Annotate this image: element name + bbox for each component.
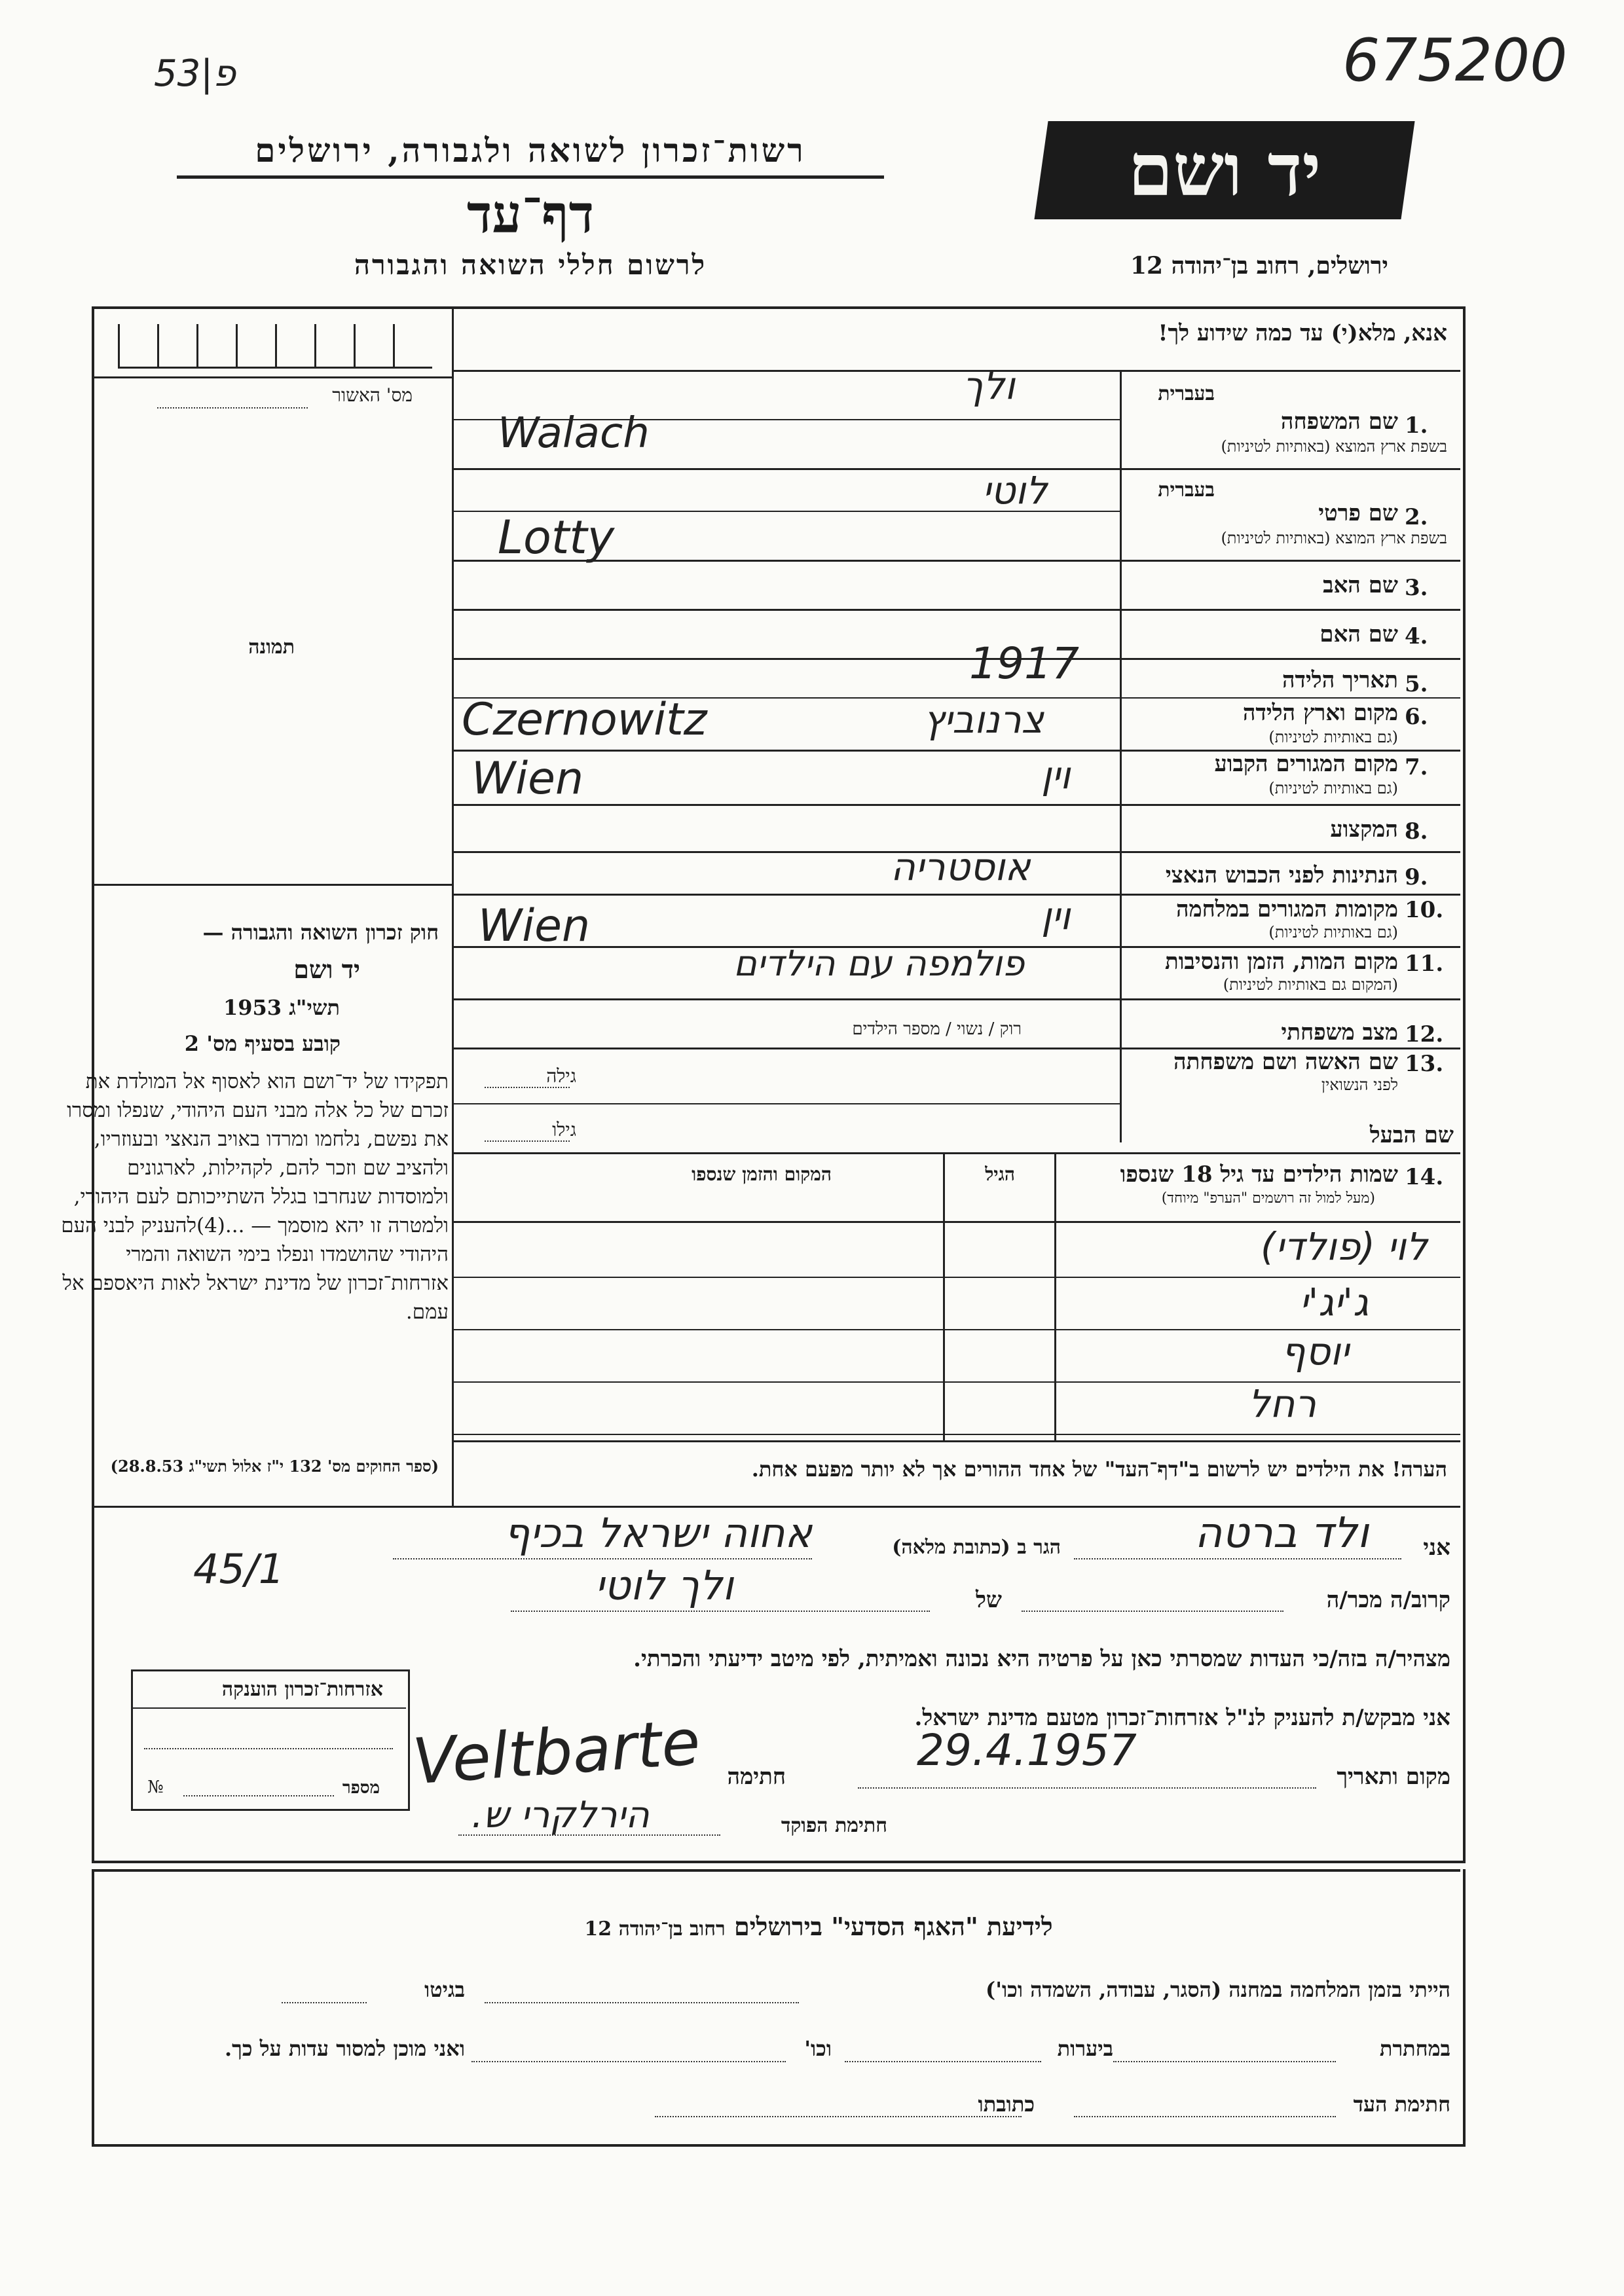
footer-line1b: בגיטו — [424, 1977, 465, 2002]
field10-value-latin: Wien — [478, 900, 591, 952]
note-bottom-line — [92, 1506, 1460, 1508]
law-top-line — [92, 884, 452, 886]
law-year-number: 1953 — [223, 995, 282, 1020]
inspector-label: חתימת הפוקד — [781, 1814, 887, 1837]
field2-value-hebrew: לוטי — [982, 468, 1048, 513]
law-year — [196, 995, 367, 1020]
declaration-text: מצהיר/ה בזה/כי העדות שמסרתי כאן על פרטיה היא נכונה ואמיתית, לפי מיטב ידיעתי והכרתי. — [633, 1646, 1450, 1672]
declarant-address-extra: 45/1 — [193, 1545, 285, 1593]
declarant-name: ולד ברטה — [1194, 1509, 1369, 1558]
declarant-address-line — [393, 1558, 812, 1559]
instruction-text: אנא, מלא(י) עד כמה שידוע לך! — [1158, 320, 1447, 346]
children-col-divider-a — [1054, 1152, 1056, 1440]
declarant-name-line — [1074, 1558, 1401, 1559]
field7-sub: (גם באותיות לטיניות) — [1268, 779, 1398, 797]
note-top-line — [452, 1440, 1460, 1442]
field2-sub: בשפת ארץ המוצא (באותיות לטיניות) — [1221, 529, 1447, 547]
footer-line2c: וכו' — [804, 2036, 832, 2061]
field4-line — [452, 658, 1460, 660]
field2-value-latin: Lotty — [498, 511, 615, 564]
signature-label: חתימה — [727, 1764, 786, 1790]
children-row-line-4 — [452, 1434, 1460, 1435]
relative-of-line — [511, 1611, 930, 1612]
citizenship-line — [131, 1707, 406, 1709]
marital-options: רוק / נשוי / מספר הילדים — [852, 1019, 1022, 1039]
law-name: יד ושם — [293, 955, 360, 984]
field2-line-b — [452, 560, 1460, 562]
logo-text: יד ושם — [1128, 128, 1321, 212]
law-title: חוק זכרון השואה והגבורה — — [202, 920, 439, 945]
form-title: דף־עד — [466, 183, 595, 245]
photo-top-line — [92, 376, 452, 378]
corner-archive-number: 675200 — [1342, 26, 1568, 95]
husband-line — [452, 1152, 1460, 1154]
place-date-label: מקום ותאריך — [1337, 1764, 1450, 1790]
declarant-address: אחוה ישראל בכיף — [504, 1509, 812, 1557]
approval-line — [157, 407, 308, 409]
footer-line2d: ואני מוכן למסור עדות על כך. — [224, 2036, 465, 2061]
photo-label: תמונה — [248, 636, 295, 659]
field7-label: מקום המגורים הקבוע — [1214, 751, 1398, 777]
field2-sub-top: בעברית — [1158, 479, 1215, 501]
field3-label: שם האב — [1323, 572, 1398, 598]
age-label-wife: גילה — [546, 1065, 576, 1087]
field4-label: שם האם — [1320, 621, 1398, 647]
label-column-divider — [1120, 370, 1122, 1142]
org-underline — [177, 175, 884, 179]
field6-number: 6. — [1405, 704, 1428, 730]
field8-number: 8. — [1405, 818, 1428, 845]
relative-label: קרוב/ה מכר/ה — [1326, 1587, 1450, 1613]
field6-value-hebrew: צרנוביץ — [923, 697, 1044, 742]
age-line-wife — [485, 1087, 570, 1088]
field11-label: מקום המות, הזמן והנסיבות — [1164, 949, 1398, 975]
field2-line-a — [452, 511, 1120, 512]
yad-vashem-logo — [1034, 121, 1414, 219]
field2-label: שם פרטי — [1318, 500, 1398, 526]
field9-label: הנתינות לפני הכבוש הנאצי — [1165, 862, 1398, 888]
child-row-4: רחל — [1248, 1381, 1316, 1426]
child-row-2: ג'יג'י — [1299, 1280, 1369, 1324]
approval-label: מס' האשור — [332, 384, 413, 406]
field5-number: 5. — [1405, 671, 1428, 697]
children-row-line-1 — [452, 1277, 1460, 1278]
footer-address: רחוב בן־יהודה 12 — [584, 1918, 726, 1941]
child-row-1: לוי (פולדי) — [1260, 1224, 1428, 1269]
field1-line-b — [452, 468, 1460, 470]
field11-sub: (המקום גם באותיות לטיניות) — [1223, 975, 1398, 994]
age-label-husband: גילו — [552, 1119, 576, 1140]
field7-line — [452, 804, 1460, 806]
field5-label: תאריך הלידה — [1282, 667, 1398, 693]
husband-label: שם הבעל — [1369, 1122, 1454, 1148]
footer-line3a: חתימת העד — [1353, 2092, 1450, 2117]
citizenship-title: אזרחות־זכרון הוענקה — [221, 1678, 383, 1701]
citizenship-number-label: מספר — [342, 1778, 380, 1798]
field10-sub: (גם באותיות לטיניות) — [1268, 923, 1398, 941]
field6-label: מקום וארץ הלידה — [1242, 700, 1398, 726]
law-year-hebrew: תשי"ג — [289, 995, 340, 1020]
header-address: ירושלים, רחוב בן־יהודה 12 — [1130, 252, 1388, 280]
footer-line3b: כתובתו — [978, 2092, 1035, 2117]
field3-line — [452, 609, 1460, 611]
relative-of-value: ולך לוטי — [595, 1561, 733, 1609]
relative-line — [1022, 1611, 1283, 1612]
left-column-divider — [452, 308, 454, 1506]
footer-line2a: במחתרת — [1379, 2036, 1450, 2061]
field2-number: 2. — [1405, 504, 1428, 530]
field13-line — [452, 1103, 1120, 1104]
field7-value-latin: Wien — [471, 753, 584, 805]
approval-boxes — [118, 324, 432, 369]
law-source: (ספר החוקים מס' 132 י"ז אלול תשי"ג 28.8.53) — [110, 1457, 439, 1476]
citizenship-no-sign: № — [147, 1777, 164, 1797]
footer-title-text: לידיעת "האגף הסדעי" בירושלים — [733, 1912, 1053, 1941]
field9-number: 9. — [1405, 864, 1428, 890]
field6-sub: (גם באותיות לטיניות) — [1268, 728, 1398, 746]
field7-number: 7. — [1405, 754, 1428, 780]
request-text: אני מבקש/ת להעניק לנ"ל אזרחות־זכרון מטעם מדינת ישראל. — [914, 1705, 1450, 1731]
law-text: תפקידו של יד־ושם הוא לאסוף אל המולדת את זכרם של כל אלה מבני העם היהודי, שנפלו ומסרו את נפשם, נלחמו ומרדו באויב הנאצי ובעוזריו, ולהציב שם וזכר להם, לקהילות, לארגונים ולמוסדות שנחרבו בגלל השתייכותם לעם היהודי, ולמטרה זו יהא מוסמך — ...(4)להעניק לבני העם היהודי שהושמדו ונפלו בימי השואה והמרי אזרחות־זכרון של מדינת ישראל לאות היאספם אל עמם. — [61, 1070, 449, 1324]
field13-label: שם האשה ושם משפחתה — [1173, 1049, 1398, 1075]
field1-value-latin: Walach — [498, 409, 650, 458]
instruction-line — [452, 370, 1460, 372]
field10-value-hebrew: וין — [1041, 894, 1071, 938]
children-col-divider-b — [943, 1152, 945, 1440]
corner-left-mark: 53|פ — [154, 52, 236, 95]
children-sub: (מעל למול זה רושמים "הערפ" מיוחד) — [1161, 1190, 1375, 1207]
declaration-date: 29.4.1957 — [917, 1725, 1137, 1776]
field4-number: 4. — [1405, 623, 1428, 649]
footer-line1a: הייתי בזמן המלחמה במחנה (הסגר, עבודה, השמדה וכו') — [986, 1977, 1450, 2002]
field11-line — [452, 998, 1460, 1000]
citizenship-dotted-line — [144, 1748, 393, 1749]
field6-value-latin: Czernowitz — [462, 694, 707, 746]
field9-line — [452, 894, 1460, 896]
declarant-i-label: אני — [1423, 1535, 1450, 1561]
children-place-column: המקום והזמן שנספו — [692, 1163, 832, 1185]
field11-number: 11. — [1405, 951, 1444, 977]
field10-number: 10. — [1405, 897, 1444, 923]
citizenship-number-line — [183, 1795, 334, 1796]
field1-label: שם המשפחה — [1280, 409, 1398, 435]
age-line-husband — [485, 1140, 570, 1142]
field8-label: המקצוע — [1330, 816, 1398, 843]
footer-box — [92, 1869, 1466, 2147]
child-row-3: יוסף — [1281, 1329, 1349, 1374]
field9-value: אוסטריה — [891, 845, 1031, 889]
children-number: 14. — [1405, 1164, 1444, 1190]
field3-number: 3. — [1405, 575, 1428, 601]
form-subtitle: לרשום חללי השואה והגבורה — [354, 249, 707, 281]
place-date-line — [858, 1787, 1316, 1789]
field1-line-a — [452, 419, 1120, 420]
field1-value-hebrew: ולך — [963, 363, 1015, 408]
field12-number: 12. — [1405, 1021, 1444, 1048]
children-header-line — [452, 1221, 1460, 1223]
org-name: רשות־זכרון לשואה ולגבורה, ירושלים — [255, 131, 806, 170]
field5-value: 1917 — [969, 638, 1079, 689]
field13-number: 13. — [1405, 1051, 1444, 1077]
field1-number: 1. — [1405, 412, 1428, 439]
note-text: הערה! את הילדים יש לרשום ב"דף־העד" של אחד ההורים אך לא יותר מפעם אחת. — [751, 1457, 1447, 1482]
field10-label: מקומות המגורים במלחמה — [1175, 896, 1398, 922]
inspector-signature: הירלקרי ש. — [471, 1794, 650, 1836]
children-title: שמות הילדים עד גיל 18 שנספו — [1120, 1161, 1398, 1188]
footer-line2b: ביערות — [1057, 2036, 1113, 2061]
relative-of-label: של — [976, 1587, 1002, 1613]
declarant-signature: Veltbarte — [410, 1705, 703, 1799]
field1-sub-top: בעברית — [1158, 382, 1215, 405]
field13-sub: לפני הנשואין — [1321, 1076, 1398, 1094]
field12-label: מצב משפחתי — [1281, 1019, 1398, 1046]
field11-value: פולמפה עם הילדים — [733, 943, 1025, 984]
declarant-resides-label: הגר ב (כתובת מלאה) — [892, 1536, 1061, 1559]
children-age-column: הגיל — [985, 1163, 1015, 1185]
field7-value-hebrew: וין — [1041, 753, 1071, 797]
law-clause: קובע בסעיף מס' 2 — [184, 1031, 341, 1056]
field1-sub: בשפת ארץ המוצא (באותיות לטיניות) — [1221, 437, 1447, 456]
